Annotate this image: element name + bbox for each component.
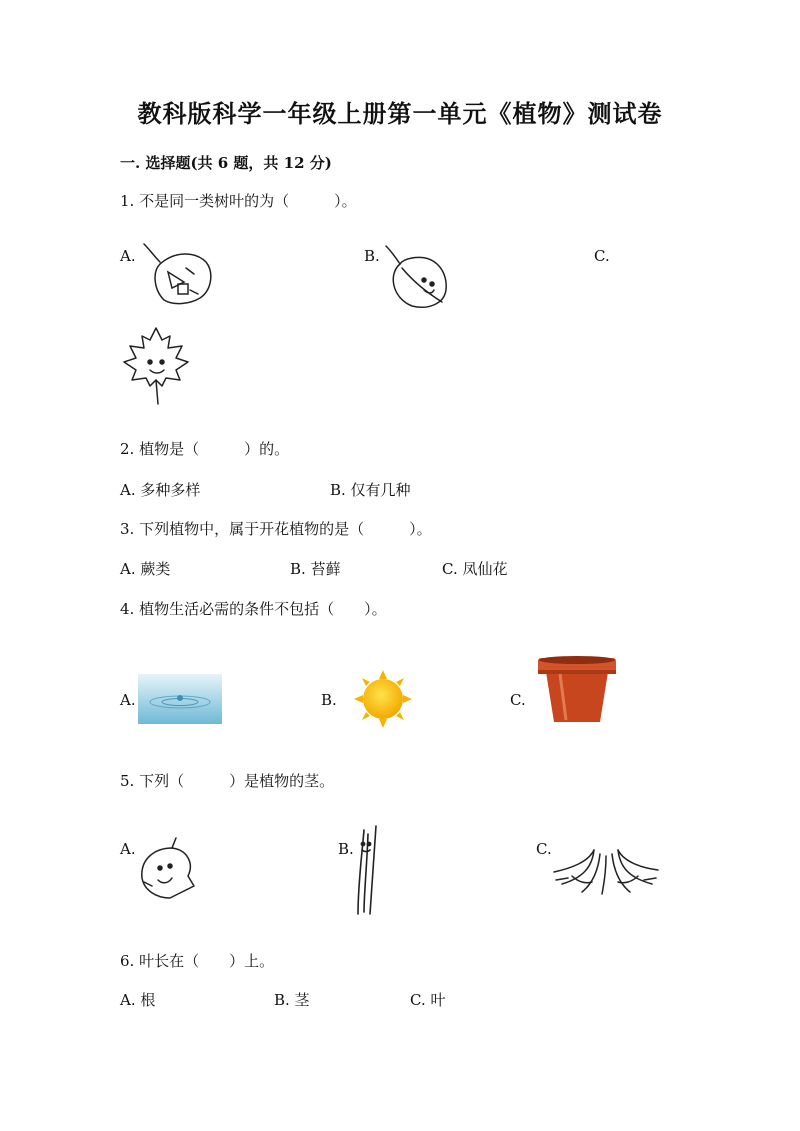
question-3-option-a[interactable]: A. 蕨类: [120, 560, 171, 578]
question-1-option-b[interactable]: B.: [364, 247, 380, 265]
question-4-option-b[interactable]: B.: [321, 691, 337, 709]
water-icon: [138, 674, 222, 724]
question-3-option-b[interactable]: B. 苔藓: [290, 560, 341, 578]
question-5-option-c[interactable]: C.: [536, 840, 552, 858]
question-6-stem: 6. 叶长在（ ）上。: [120, 952, 275, 970]
question-3-stem: 3. 下列植物中，属于开花植物的是（ ）。: [120, 520, 432, 538]
leaf-icon: [138, 242, 218, 308]
question-4-stem: 4. 植物生活必需的条件不包括（ ）。: [120, 600, 387, 618]
question-5-option-a[interactable]: A.: [120, 840, 136, 858]
section-heading: 一. 选择题(共 6 题，共 12 分): [120, 154, 332, 172]
question-5-option-b[interactable]: B.: [338, 840, 354, 858]
stem-icon: [350, 824, 386, 916]
question-1-option-a[interactable]: A.: [120, 247, 136, 265]
question-4-option-a[interactable]: A.: [120, 691, 136, 709]
question-1-option-c[interactable]: C.: [594, 247, 610, 265]
question-1-stem: 1. 不是同一类树叶的为（ ）。: [120, 192, 357, 210]
question-3-option-c[interactable]: C. 凤仙花: [442, 560, 508, 578]
question-4-option-c[interactable]: C.: [510, 691, 526, 709]
sun-icon: [354, 670, 412, 728]
question-2-option-b[interactable]: B. 仅有几种: [330, 481, 411, 499]
question-5-stem: 5. 下列（ ）是植物的茎。: [120, 772, 335, 790]
question-2-stem: 2. 植物是（ ）的。: [120, 440, 290, 458]
question-6-option-a[interactable]: A. 根: [120, 991, 156, 1009]
flower-pot-icon: [536, 654, 618, 724]
maple-leaf-icon: [122, 326, 192, 406]
question-6-option-b[interactable]: B. 茎: [274, 991, 310, 1009]
question-6-option-c[interactable]: C. 叶: [410, 991, 446, 1009]
question-2-option-a[interactable]: A. 多种多样: [120, 481, 201, 499]
page-title: 教科版科学一年级上册第一单元《植物》测试卷: [137, 99, 663, 128]
roots-icon: [552, 848, 660, 896]
leaf-icon: [382, 244, 452, 312]
leaf-icon: [136, 836, 198, 902]
